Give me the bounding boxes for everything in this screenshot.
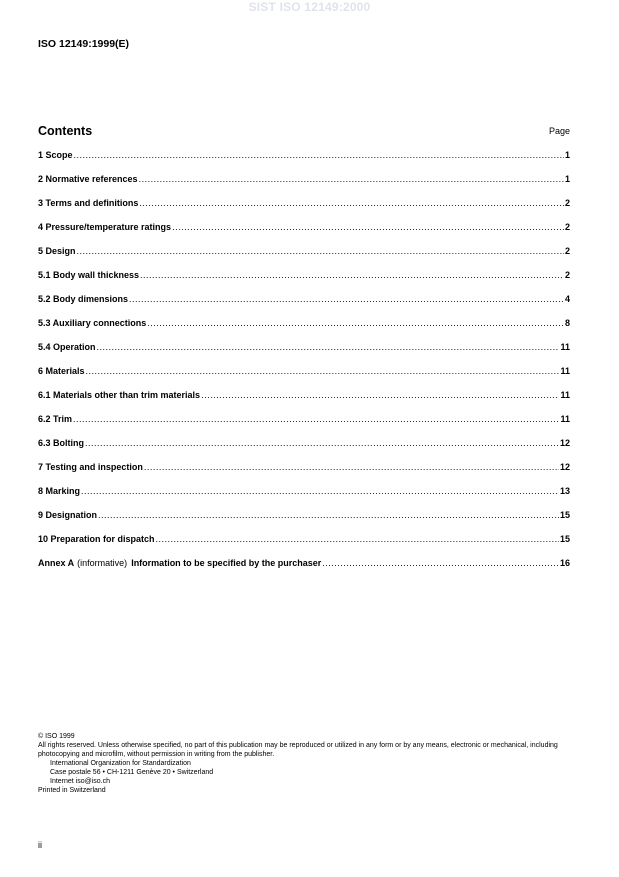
toc-entry-label: 5.1 Body wall thickness (38, 270, 140, 280)
toc-entry-page: 13 (559, 486, 570, 496)
toc-entry-page: 1 (564, 150, 570, 160)
document-id: ISO 12149:1999(E) (38, 38, 130, 50)
toc-entry-page: 4 (564, 294, 570, 304)
page-column-label: Page (548, 126, 570, 136)
toc-leader-dots (144, 462, 559, 472)
toc-entry-label: 5.3 Auxiliary connections (38, 318, 147, 328)
toc-entry-page: 12 (559, 438, 570, 448)
toc-entry-label: 5.4 Operation (38, 342, 96, 352)
toc-entry-page: 11 (560, 414, 570, 424)
toc-entry-page: 11 (560, 342, 570, 352)
toc-entry[interactable] (38, 342, 570, 366)
toc-entry-label: 3 Terms and definitions (38, 198, 139, 208)
toc-leader-dots (81, 486, 559, 496)
toc-entry[interactable] (38, 366, 570, 390)
toc-entry[interactable] (38, 270, 570, 294)
toc-leader-dots (74, 150, 564, 160)
toc-entry-page: 8 (564, 318, 570, 328)
toc-leader-dots (147, 318, 564, 328)
toc-entry-page: 12 (559, 462, 570, 472)
toc-entry[interactable] (38, 534, 570, 558)
toc-entry[interactable] (38, 318, 570, 342)
toc-leader-dots (172, 222, 564, 232)
toc-entry-label: 4 Pressure/temperature ratings (38, 222, 172, 232)
toc-leader-dots (77, 246, 564, 256)
annex-prefix: Annex A (38, 558, 75, 568)
toc-leader-dots (201, 390, 559, 400)
contents-header (38, 124, 570, 140)
toc-entry-label: 6.2 Trim (38, 414, 73, 424)
annex-title: Information to be specified by the purchaser (131, 558, 322, 568)
toc-entry-label: 9 Designation (38, 510, 98, 520)
contents-title: Contents (38, 124, 93, 138)
toc-entry-label: 7 Testing and inspection (38, 462, 143, 472)
toc-entry-label: 6 Materials (38, 366, 85, 376)
toc-entry-page: 2 (564, 222, 570, 232)
toc-entry-label: 2 Normative references (38, 174, 138, 184)
toc-entry-page: 15 (559, 534, 570, 544)
toc-entry-page: 2 (564, 198, 570, 208)
toc-entry[interactable] (38, 246, 570, 270)
toc-leader-dots (98, 510, 559, 520)
toc-leader-dots (156, 534, 559, 544)
toc-entry-label: 5 Design (38, 246, 76, 256)
toc-entry[interactable] (38, 414, 570, 438)
toc-leader-dots (129, 294, 564, 304)
toc-entry[interactable] (38, 390, 570, 414)
toc-leader-dots (139, 198, 564, 208)
toc-entry-label: 5.2 Body dimensions (38, 294, 129, 304)
toc-entry-label: 1 Scope (38, 150, 73, 160)
copyright-line: © ISO 1999 (38, 733, 75, 740)
toc-entry[interactable] (38, 486, 570, 510)
toc-leader-dots (140, 270, 564, 280)
annex-note: (informative) (77, 558, 128, 568)
toc-entry[interactable] (38, 462, 570, 486)
organization-address: Case postale 56 • CH-1211 Genève 20 • Switzerland (50, 769, 214, 776)
toc-entry[interactable] (38, 150, 570, 174)
annex-page: 16 (559, 558, 570, 568)
toc-entry[interactable] (38, 222, 570, 246)
toc-entry-page: 2 (564, 246, 570, 256)
table-of-contents (38, 150, 570, 582)
organization-name: International Organization for Standardization (50, 760, 191, 767)
toc-entry-label: 8 Marking (38, 486, 81, 496)
toc-entry[interactable] (38, 510, 570, 534)
copyright-footer (38, 732, 578, 795)
toc-entry[interactable] (38, 294, 570, 318)
toc-entry-label: 10 Preparation for dispatch (38, 534, 155, 544)
toc-entry-page: 11 (560, 390, 570, 400)
toc-entry-page: 2 (564, 270, 570, 280)
toc-leader-dots (97, 342, 560, 352)
toc-leader-dots (322, 558, 559, 568)
toc-entry-label: 6.3 Bolting (38, 438, 85, 448)
watermark: SIST ISO 12149:2000 (248, 0, 371, 14)
toc-entry-page: 1 (564, 174, 570, 184)
rights-statement: All rights reserved. Unless otherwise specified, no part of this publication may be reproduced or utilized in any form or by any means, electronic or mechanical, including photocopying and microfilm, without permission in writing from the publisher. (38, 742, 558, 758)
toc-entry[interactable] (38, 438, 570, 462)
toc-entry[interactable] (38, 174, 570, 198)
toc-leader-dots (86, 366, 560, 376)
page-number: ii (38, 840, 42, 850)
organization-internet: Internet iso@iso.ch (50, 778, 111, 785)
toc-entry-page: 11 (560, 366, 570, 376)
toc-leader-dots (85, 438, 559, 448)
toc-leader-dots (139, 174, 564, 184)
toc-entry-page: 15 (559, 510, 570, 520)
toc-leader-dots (73, 414, 559, 424)
toc-entry[interactable] (38, 198, 570, 222)
toc-entry-label: 6.1 Materials other than trim materials (38, 390, 201, 400)
printed-in: Printed in Switzerland (38, 787, 106, 794)
toc-entry-annex[interactable] (38, 558, 570, 582)
